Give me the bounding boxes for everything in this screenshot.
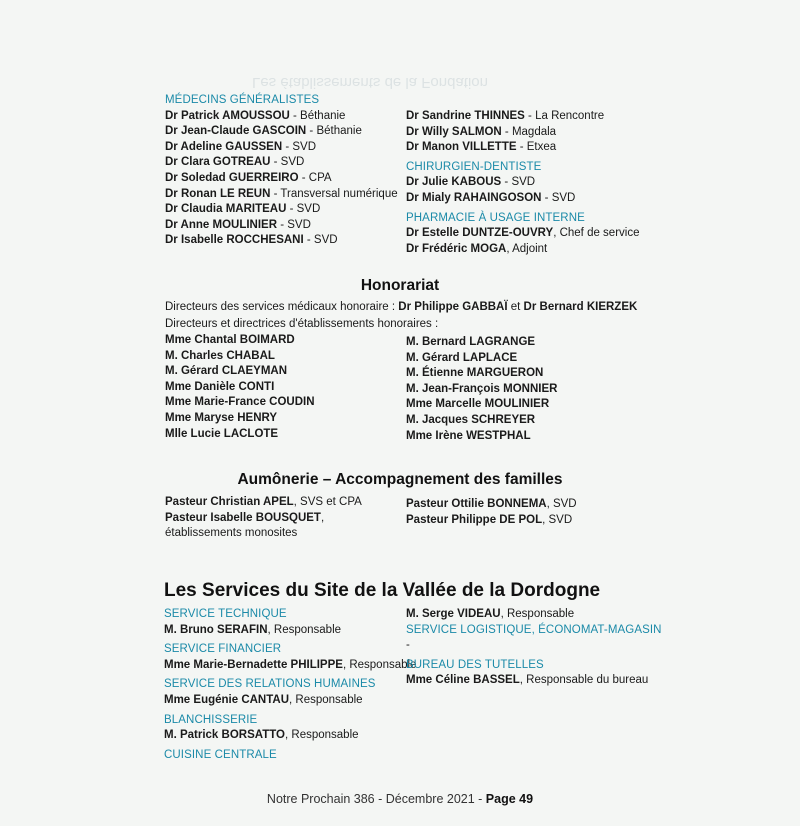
category-heading: PHARMACIE À USAGE INTERNE [406,211,585,224]
person-role: - Transversal numérique [270,187,398,200]
person-role: - Béthanie [289,109,346,122]
person-name: Dr Soledad GUERREIRO [165,171,299,184]
person-role: , Adjoint [506,242,548,255]
person-role: - CPA [298,171,332,184]
person-entry [406,413,557,429]
medical-staff-right-column [406,109,639,257]
person-entry [406,226,639,242]
person-role: , Responsable [285,729,359,742]
person-role: - Magdala [501,125,557,138]
person-entry [165,427,315,443]
person-entry [406,513,577,529]
person-role: , Responsable [500,608,575,620]
person-entry [165,124,398,140]
aumonerie-left-column [165,495,362,542]
director-name-1: Dr Philippe GABBAÏ [398,301,508,313]
person-name: Mme Irène WESTPHAL [406,429,531,442]
person-name: Dr Sandrine THINNES [406,110,525,122]
category-heading: SERVICE FINANCIER [164,643,282,656]
person-name: Pasteur Ottilie BONNEMA [406,498,547,510]
person-name: Dr Isabelle ROCCHESANI [165,234,304,247]
person-name: Dr Mialy RAHAINGOSON [406,191,542,204]
person-role: , [320,511,325,524]
person-name: Mme Céline BASSEL [406,674,520,687]
person-role: - SVD [282,140,317,153]
person-name: Dr Willy SALMON [406,125,502,138]
person-name: Dr Adeline GAUSSEN [165,140,283,153]
aumonerie-heading: Aumônerie – Accompagnement des familles [237,471,563,488]
person-name: Mme Danièle CONTI [165,380,275,393]
person-entry [165,380,315,396]
person-name: M. Bruno SERAFIN [164,623,268,636]
person-entry [165,411,315,427]
person-role: , Responsable [289,693,363,706]
showthrough-text: Les établissements de la Fondation [252,74,488,91]
person-name: Dr Estelle DUNTZE-OUVRY [406,227,554,240]
person-entry [165,155,398,171]
person-entry [164,728,416,744]
person-entry [165,511,362,527]
person-entry [406,125,639,141]
person-name: Dr Anne MOULINIER [165,218,278,231]
person-entry [406,140,639,156]
person-entry [406,366,557,382]
person-entry [406,607,662,623]
honorariat-heading: Honorariat [360,277,440,294]
person-name: Dr Julie KABOUS [406,176,502,189]
person-name: Mme Marcelle MOULINIER [406,398,550,411]
aumonerie-right-column [406,497,577,528]
honorary-establishments-label: Directeurs et directrices d'établissements honoraires : [165,318,439,330]
category-heading: BLANCHISSERIE [164,713,258,726]
person-name: Pasteur Christian APEL [165,496,294,508]
text-line: établissements monosites [165,527,298,540]
category-heading: SERVICE TECHNIQUE [164,608,287,620]
person-entry [165,171,398,187]
person-entry [165,187,398,203]
person-entry [165,202,398,218]
person-role: , Chef de service [553,227,640,240]
person-name: M. Gérard LAPLACE [406,351,518,364]
person-role: - SVD [501,176,536,189]
person-entry [165,495,362,511]
person-name: Pasteur Philippe DE POL [406,513,543,526]
page-footer [0,792,800,806]
category-heading: SERVICE LOGISTIQUE, ÉCONOMAT-MAGASIN [406,623,662,636]
person-role: - SVD [277,218,311,231]
person-entry [165,109,398,125]
person-name: M. Serge VIDEAU [406,608,501,620]
category-heading: BUREAU DES TUTELLES [406,658,544,671]
person-entry [165,233,398,249]
services-left-column [164,607,416,763]
person-entry [406,497,577,513]
category-heading: MÉDECINS GÉNÉRALISTES [165,94,320,106]
director-name-2: Dr Bernard KIERZEK [523,301,638,313]
person-entry [406,397,557,413]
services-heading: Les Services du Site de la Vallée de la Dordogne [164,580,601,601]
person-role: - Etxea [516,141,557,154]
person-role: , Responsable [267,623,342,636]
person-entry [406,242,639,258]
person-entry [165,218,398,234]
person-entry [165,349,315,365]
category-heading: CUISINE CENTRALE [164,748,277,761]
person-entry [406,351,557,367]
page-number: Page 49 [485,792,534,806]
person-role: , Responsable [342,658,417,671]
person-name: Mme Marie-France COUDIN [165,396,315,409]
person-entry [406,382,557,398]
person-entry [406,673,662,689]
person-role: , SVS et CPA [293,496,362,508]
honorary-left-column [165,333,315,442]
person-entry [406,191,639,207]
person-role: , SVD [542,513,573,526]
person-name: Dr Manon VILLETTE [406,141,517,154]
person-entry [164,658,416,674]
person-entry [165,140,398,156]
person-name: Dr Jean-Claude GASCOIN [165,125,307,138]
person-name: M. Charles CHABAL [165,349,275,362]
category-heading: SERVICE DES RELATIONS HUMAINES [164,678,376,691]
person-name: M. Bernard LAGRANGE [406,336,536,348]
person-name: Mme Chantal BOIMARD [165,334,295,346]
person-name: Dr Claudia MARITEAU [165,203,287,216]
text-line: - [406,639,410,652]
person-role: - SVD [270,156,305,169]
person-role: , SVD [546,498,577,510]
person-entry [406,109,639,125]
person-entry [406,175,639,191]
person-name: M. Gérard CLAEYMAN [165,365,288,378]
person-name: Dr Clara GOTREAU [165,156,271,169]
person-entry [165,333,315,349]
person-role: - SVD [286,203,321,216]
services-right-column [406,607,662,689]
person-name: Mme Marie-Bernadette PHILIPPE [164,658,343,671]
directors-prefix: Directeurs des services médicaux honoraire : [165,301,399,313]
person-name: Dr Frédéric MOGA [406,242,507,255]
person-name: Dr Ronan LE REUN [165,187,271,200]
person-name: M. Étienne MARGUERON [406,367,544,380]
person-entry [165,364,315,380]
person-name: M. Patrick BORSATTO [164,729,285,742]
person-entry [406,429,557,445]
person-name: Pasteur Isabelle BOUSQUET [165,511,321,524]
footer-text: Notre Prochain 386 - Décembre 2021 - [266,792,486,806]
person-name: Dr Patrick AMOUSSOU [165,109,290,122]
person-entry [164,693,416,709]
category-heading: CHIRURGIEN-DENTISTE [406,160,542,173]
person-name: Mlle Lucie LACLOTE [165,427,279,440]
person-role: , Responsable du bureau [519,674,649,687]
person-role: - SVD [303,234,338,247]
person-name: M. Jacques SCHREYER [406,413,536,426]
honorary-right-column [406,335,557,444]
person-name: Mme Eugénie CANTAU [164,693,290,706]
person-name: Mme Maryse HENRY [165,411,278,424]
person-entry [165,395,315,411]
person-role: - La Rencontre [524,110,605,122]
person-entry [164,623,416,639]
person-role: - Béthanie [306,125,362,138]
person-name: M. Jean-François MONNIER [406,382,558,395]
person-entry [406,335,557,351]
person-role: - SVD [541,191,576,204]
directors-and: et [507,301,524,313]
honorary-medical-directors [165,300,637,316]
medical-staff-left-column [165,93,398,249]
